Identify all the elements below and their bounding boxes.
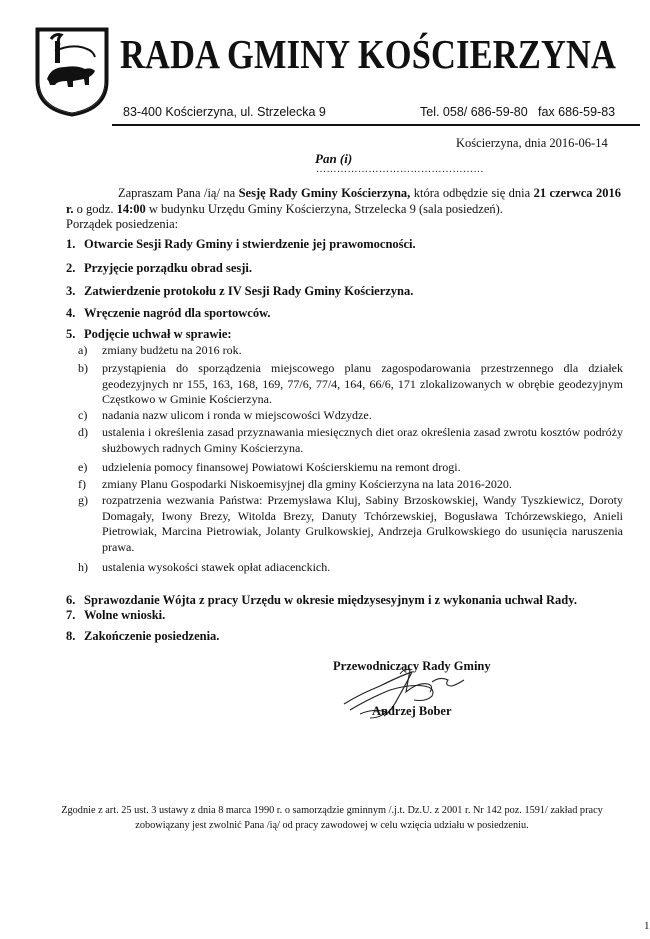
resolution-text: zmiany Planu Gospodarki Niskoemisyjnej dla gminy Kościerzyna na lata 2016-2020. [102,477,512,491]
session-name: Sesję Rady Gminy Kościerzyna, [238,186,411,200]
letter-date: Kościerzyna, dnia 2016-06-14 [456,136,608,150]
agenda-number: 3. [66,284,76,298]
agenda-number: 7. [66,608,76,622]
resolution-letter: e) [78,460,88,474]
agenda-item [66,284,413,299]
agenda-item [66,306,271,321]
agenda-number: 6. [66,593,76,607]
resolution-letter: d) [78,425,88,439]
resolution-letter: g) [78,493,88,507]
agenda-text: Otwarcie Sesji Rady Gminy i stwierdzenie jej prawomocności. [84,237,416,251]
intro-text: o godz. [73,201,117,216]
header-divider [112,124,640,126]
recipient-salutation: Pan (i) [315,151,353,166]
resolution-text: rozpatrzenia wezwania Państwa: Przemysława Kluj, Sabiny Brzoskowskiej, Wandy Tyszkiewicz, Doroty Domagały, Iwony Brezy, Witolda Brezy, Danuty Tchórzewskiej, Bogusława Tchórzewskiego, Anieli Pietrowiak, Marcina Pietrowiak, Jolanty Grulkowskiej, Andrzeja Grulkowskiego do usunięcia naruszenia prawa. [102,493,623,554]
resolution-letter: h) [78,560,88,574]
intro-text: która odbędzie się dnia [410,186,534,200]
agenda-item [66,261,252,276]
agenda-heading: Porządek posiedzenia: [66,217,179,231]
resolution-item [78,343,623,359]
agenda-text: Sprawozdanie Wójta z pracy Urzędu w okresie międzysesyjnym i z wykonania uchwał Rady. [84,593,577,607]
agenda-number: 1. [66,237,76,251]
resolution-text: przystąpienia do sporządzenia miejscowego planu zagospodarowania przestrzennego dla działek geodezyjnych nr 155, 163, 168, 169, 77/6, 77/4, 164, 66/6, 171 zlokalizowanych w obrębie geodezyjnym Częstkowo w Gminie Kościerzyna. [102,361,623,406]
resolution-text: zmiany budżetu na 2016 rok. [102,343,242,357]
resolution-item [78,477,623,493]
legal-footnote: Zgodnie z art. 25 ust. 3 ustawy z dnia 8 marca 1990 r. o samorządzie gminnym /.j.t. Dz.U. z 2001 r. Nr 142 poz. 1591/ zakład pracy zobowiązany jest zwolnić Pana /ią/ od pracy zawodowej w celu wzięcia udziału w posiedzeniu. [61,805,603,831]
agenda-item [66,327,232,342]
resolution-text: ustalenia i określenia zasad przyznawania miesięcznych diet oraz określenia zasad zwrotu kosztów podróży służbowych radnych Gminy Kościerzyna. [102,425,623,455]
agenda-number: 4. [66,306,76,320]
invitation-paragraph [66,186,621,217]
resolution-item [78,425,623,456]
intro-text: w budynku Urzędu Gminy Kościerzyna, Strzelecka 9 (sala posiedzeń). [145,201,503,216]
resolution-text: ustalenia wysokości stawek opłat adiacenckich. [102,560,331,574]
session-date: 21 czerwca 2016 r. [66,186,621,216]
intro-text: Zapraszam Pana /ią/ na [118,186,239,200]
resolution-item [78,493,623,555]
resolution-letter: a) [78,343,88,357]
agenda-text: Zakończenie posiedzenia. [84,629,220,643]
resolution-text: nadania nazw ulicom i ronda w miejscowości Wdzydze. [102,408,372,422]
page-number: 1 [644,920,650,932]
agenda-item [66,237,416,252]
signatory-name: Andrzej Bober [372,704,452,718]
agenda-text: Wręczenie nagród dla sportowców. [84,306,271,320]
resolution-letter: b) [78,361,88,375]
session-time: 14:00 [116,201,146,216]
agenda-number: 5. [66,327,76,341]
address-line: 83-400 Kościerzyna, ul. Strzelecka 9 [123,105,326,119]
bear-crest-icon [33,25,111,117]
agenda-text: Zatwierdzenie protokołu z IV Sesji Rady Gminy Kościerzyna. [84,284,414,298]
resolution-letter: c) [78,408,88,422]
agenda-item [66,593,577,608]
agenda-item [66,608,165,623]
resolution-letter: f) [78,477,86,491]
resolution-item [78,560,623,576]
agenda-number: 2. [66,261,76,275]
agenda-text: Przyjęcie porządku obrad sesji. [84,261,253,275]
agenda-item [66,629,219,644]
agenda-text: Wolne wnioski. [84,608,166,622]
resolution-item [78,361,623,408]
signatory-title: Przewodniczący Rady Gminy [333,659,491,673]
resolution-item [78,408,623,424]
recipient-blank-line: ………………………………………… [316,164,484,175]
resolution-item [78,460,623,476]
council-name-heading: RADA GMINY KOŚCIERZYNA [120,31,617,77]
resolution-text: udzielenia pomocy finansowej Powiatowi Kościerskiemu na remont drogi. [102,460,461,474]
agenda-number: 8. [66,629,76,643]
phone-number: Tel. 058/ 686-59-80 [420,105,528,119]
fax-number: fax 686-59-83 [538,105,616,119]
agenda-text: Podjęcie uchwał w sprawie: [84,327,232,341]
